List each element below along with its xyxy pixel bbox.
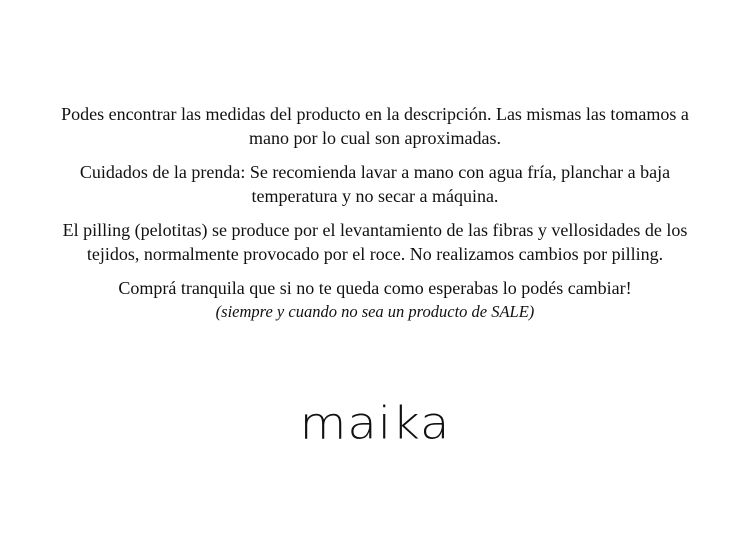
brand-logo [0,396,750,452]
brand-logo-text: maika [299,398,451,450]
sale-exception-note: (siempre y cuando no sea un producto de SALE) [215,301,535,321]
exchange-policy-paragraph [40,277,710,322]
pilling-paragraph: El pilling (pelotitas) se produce por el levantamiento de las fibras y vellosidades de los tejidos, normalmente provocado por el roce. No realizamos cambios por pilling. [62,220,688,264]
exchange-policy-text: Comprá tranquila que si no te queda como esperabas lo podés cambiar! [118,278,632,298]
product-info-text-block [40,103,710,322]
garment-care-paragraph: Cuidados de la prenda: Se recomienda lavar a mano con agua fría, planchar a baja temperatura y no secar a máquina. [79,162,671,206]
measurements-paragraph: Podes encontrar las medidas del producto en la descripción. Las mismas las tomamos a mano por lo cual son aproximadas. [61,104,689,148]
